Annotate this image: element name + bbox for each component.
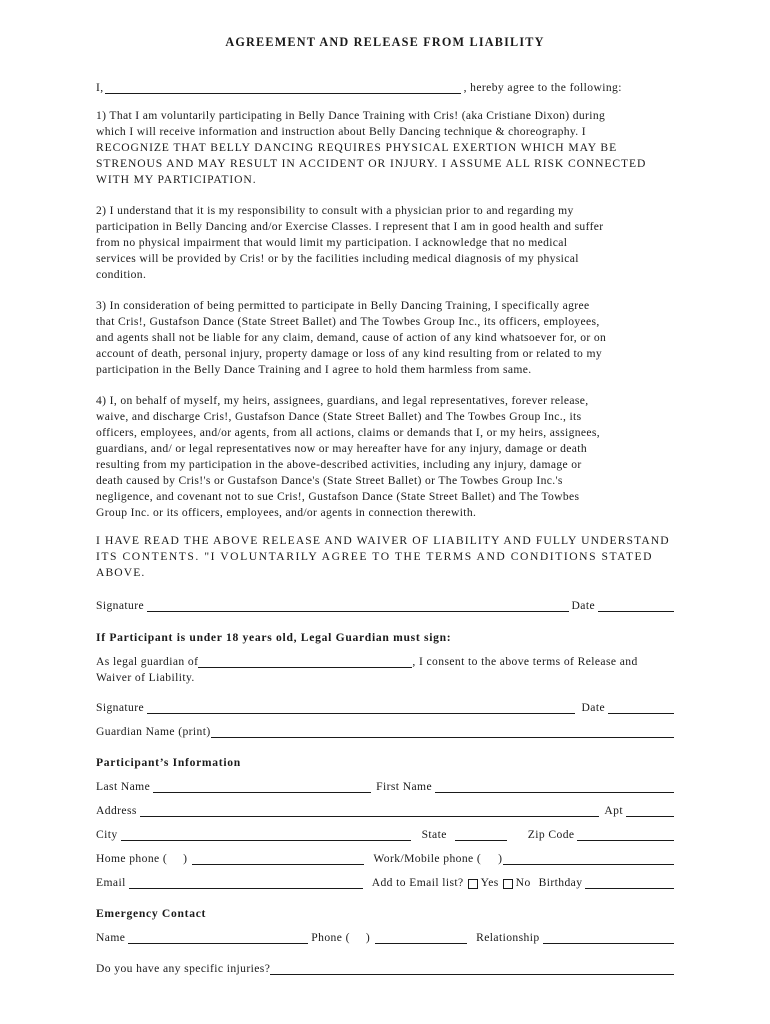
participant-name-field[interactable] xyxy=(105,81,461,94)
no-checkbox[interactable] xyxy=(503,879,513,889)
state-label: State xyxy=(421,828,447,841)
paragraph-line: ITS CONTENTS. "I VOLUNTARILY AGREE TO THE TERMS AND CONDITIONS STATED xyxy=(96,550,654,563)
emergency-name-label: Name xyxy=(96,931,126,944)
city-row xyxy=(96,825,674,841)
paragraph-line: 2) I understand that it is my responsibility to consult with a physician prior to and regarding my xyxy=(96,204,574,217)
no-label: No xyxy=(515,876,531,889)
paragraph-line: from no physical impairment that would limit my participation. I acknowledge that no medical xyxy=(96,236,568,249)
guardian-signature-label: Signature xyxy=(96,701,145,714)
paragraph-line: ABOVE. xyxy=(96,566,146,579)
work-phone-label: Work/Mobile phone ( xyxy=(373,852,482,865)
paragraph-line: STRENOUS AND MAY RESULT IN ACCIDENT OR INJURY. I ASSUME ALL RISK CONNECTED xyxy=(96,157,647,170)
relationship-field[interactable] xyxy=(543,931,674,944)
last-name-label: Last Name xyxy=(96,780,151,793)
paragraph-4 xyxy=(96,393,674,521)
state-field[interactable] xyxy=(455,828,507,841)
paragraph-3 xyxy=(96,298,674,378)
paragraph-line: guardians, and/ or legal representatives now or may hereafter have for any injury, damage or death xyxy=(96,442,587,455)
participant-date-field[interactable] xyxy=(598,599,674,612)
phone-row xyxy=(96,849,674,865)
guardian-date-field[interactable] xyxy=(608,701,674,714)
guardian-name-label: Guardian Name (print) xyxy=(96,725,211,738)
email-row xyxy=(96,873,674,889)
emergency-phone-label: Phone ( xyxy=(311,931,350,944)
home-phone-close: ) xyxy=(183,852,188,865)
last-name-field[interactable] xyxy=(153,780,371,793)
guardian-signature-field[interactable] xyxy=(147,701,574,714)
relationship-label: Relationship xyxy=(476,931,540,944)
paragraph-line: officers, employees, and/or agents, from all actions, claims or demands that I, or my heirs, assignees, xyxy=(96,426,600,439)
guardian-signature-row xyxy=(96,698,674,714)
birthday-label: Birthday xyxy=(538,876,583,889)
participant-signature-field[interactable] xyxy=(147,599,568,612)
emergency-phone-field[interactable] xyxy=(375,931,467,944)
paragraph-line: 1) That I am voluntarily participating in Belly Dance Training with Cris! (aka Cristiane Dixon) during xyxy=(96,109,606,122)
name-row xyxy=(96,777,674,793)
guardian-heading: If Participant is under 18 years old, Legal Guardian must sign: xyxy=(96,631,452,644)
address-label: Address xyxy=(96,804,137,817)
paragraph-acknowledgement xyxy=(96,533,674,581)
date-label: Date xyxy=(571,599,595,612)
paragraph-line: RECOGNIZE THAT BELLY DANCING REQUIRES PHYSICAL EXERTION WHICH MAY BE xyxy=(96,141,618,154)
email-field[interactable] xyxy=(129,876,363,889)
minor-name-field[interactable] xyxy=(198,655,412,668)
paragraph-line: that Cris!, Gustafson Dance (State Street Ballet) and The Towbes Group Inc., its officers, employees, xyxy=(96,315,600,328)
apt-field[interactable] xyxy=(626,804,674,817)
birthday-field[interactable] xyxy=(585,876,674,889)
guardian-consent-suffix: , I consent to the above terms of Release and xyxy=(412,655,638,668)
address-row xyxy=(96,801,674,817)
emergency-name-field[interactable] xyxy=(128,931,308,944)
document-title: AGREEMENT AND RELEASE FROM LIABILITY xyxy=(225,35,545,49)
yes-label: Yes xyxy=(480,876,499,889)
guardian-consent-prefix: As legal guardian of xyxy=(96,655,199,668)
injuries-label: Do you have any specific injuries? xyxy=(96,962,271,975)
paragraph-line: services will be provided by Cris! or by the facilities including medical diagnosis of my physical xyxy=(96,252,579,265)
zip-field[interactable] xyxy=(577,828,674,841)
paragraph-line: 4) I, on behalf of myself, my heirs, assignees, guardians, and legal representatives, forever release, xyxy=(96,394,589,407)
city-label: City xyxy=(96,828,118,841)
guardian-consent-line2: Waiver of Liability. xyxy=(96,671,195,684)
home-phone-label: Home phone ( xyxy=(96,852,168,865)
intro-prefix: I, xyxy=(96,81,104,94)
paragraph-2 xyxy=(96,203,674,283)
paragraph-line: participation in the Belly Dance Training and I agree to hold them harmless from same. xyxy=(96,363,532,376)
first-name-field[interactable] xyxy=(435,780,674,793)
email-list-label: Add to Email list? xyxy=(371,876,464,889)
guardian-consent-row xyxy=(96,652,674,668)
email-label: Email xyxy=(96,876,126,889)
city-field[interactable] xyxy=(121,828,411,841)
paragraph-line: 3) In consideration of being permitted to participate in Belly Dancing Training, I specifically agree xyxy=(96,299,590,312)
first-name-label: First Name xyxy=(376,780,432,793)
injuries-row xyxy=(96,959,674,975)
paragraph-line: resulting from my participation in the above-described activities, including any injury, damage or xyxy=(96,458,582,471)
yes-checkbox[interactable] xyxy=(468,879,478,889)
emergency-phone-close: ) xyxy=(365,931,371,944)
emergency-heading: Emergency Contact xyxy=(96,907,207,920)
guardian-name-field[interactable] xyxy=(211,725,674,738)
paragraph-line: WITH MY PARTICIPATION. xyxy=(96,173,257,186)
paragraph-line: account of death, personal injury, property damage or loss of any kind resulting from or related to my xyxy=(96,347,602,360)
apt-label: Apt xyxy=(604,804,623,817)
paragraph-line: I HAVE READ THE ABOVE RELEASE AND WAIVER OF LIABILITY AND FULLY UNDERSTAND xyxy=(96,534,670,547)
paragraph-line: waive, and discharge Cris!, Gustafson Dance (State Street Ballet) and The Towbes Group Inc., its xyxy=(96,410,582,423)
paragraph-line: negligence, and covenant not to sue Cris!, Gustafson Dance (State Street Ballet) and The Towbes xyxy=(96,490,580,503)
paragraph-1 xyxy=(96,108,674,188)
injuries-field[interactable] xyxy=(270,962,674,975)
guardian-name-row xyxy=(96,722,674,738)
work-phone-close: ) xyxy=(498,852,503,865)
intro-suffix: , hereby agree to the following: xyxy=(463,81,622,94)
paragraph-line: and agents shall not be liable for any claim, demand, cause of action of any kind whatsoever for, or on xyxy=(96,331,607,344)
paragraph-line: death caused by Cris!'s or Gustafson Dance's (State Street Ballet) or The Towbes Group Inc.'s xyxy=(96,474,563,487)
paragraph-line: Group Inc. or its officers, employees, and/or agents in connection therewith. xyxy=(96,506,477,519)
participant-info-heading: Participant’s Information xyxy=(96,756,241,769)
signature-label: Signature xyxy=(96,599,145,612)
participant-signature-row xyxy=(96,596,674,612)
work-phone-field[interactable] xyxy=(503,852,674,865)
zip-label: Zip Code xyxy=(527,828,575,841)
home-phone-field[interactable] xyxy=(192,852,364,865)
intro-row xyxy=(96,78,674,94)
emergency-row xyxy=(96,928,674,944)
paragraph-line: condition. xyxy=(96,268,147,281)
paragraph-line: which I will receive information and instruction about Belly Dancing technique & choreography. I xyxy=(96,125,587,138)
paragraph-line: participation in Belly Dancing and/or Exercise Classes. I represent that I am in good health and suffer xyxy=(96,220,604,233)
guardian-date-label: Date xyxy=(581,701,605,714)
address-field[interactable] xyxy=(140,804,600,817)
